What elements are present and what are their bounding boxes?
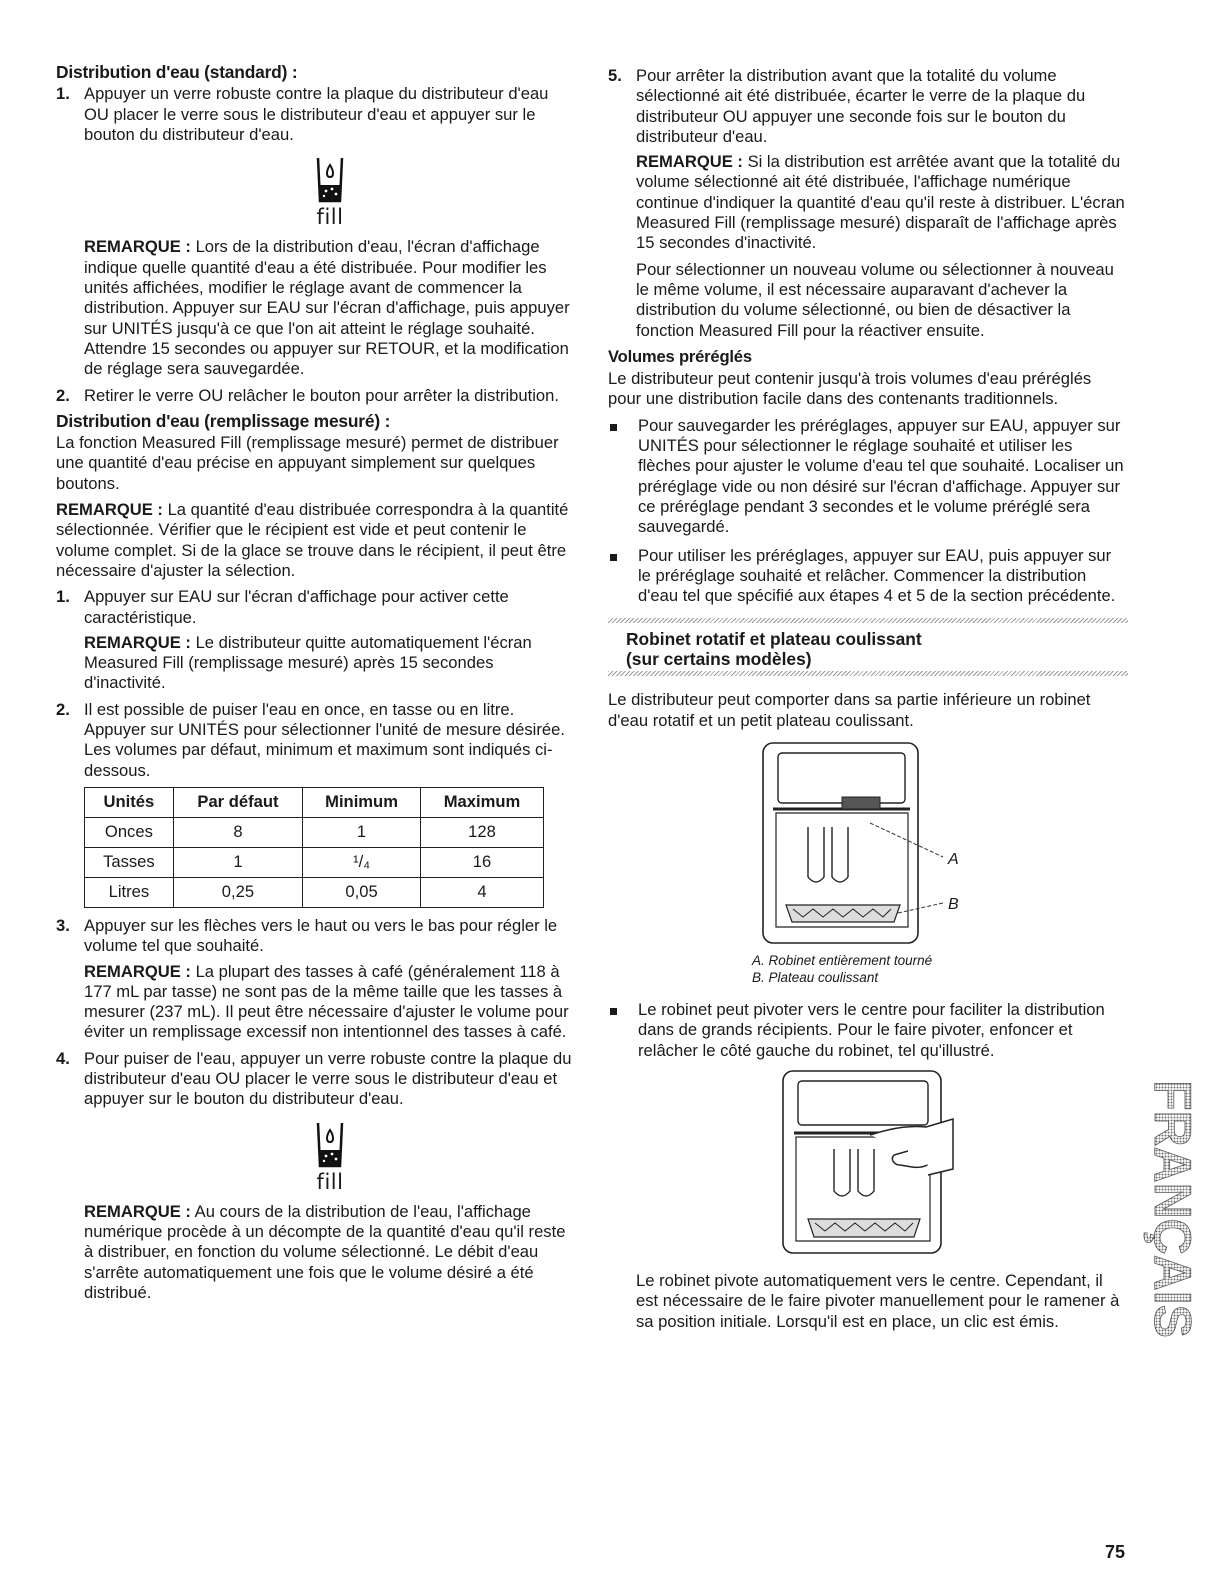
measured-fill-step-1-note [84,633,576,694]
table-row [85,817,544,847]
measured-fill-section-title: Distribution d'eau (remplissage mesuré) : [56,410,391,431]
step-number: 5. [608,66,622,85]
step-number: 2. [56,385,70,405]
measured-fill-step-3-note [84,962,576,1043]
table-header-row [85,787,544,817]
bullet-text: Le robinet peut pivoter vers le centre pour faciliter la distribution dans de grands récipients. Pour le faire pivoter, enfoncer et relâcher le côté gauche du robinet, tel qu'illustré. [638,1000,1105,1060]
dispenser-figure-2 [608,1069,1128,1257]
measured-fill-step-3 [56,916,576,957]
side-tab-graphic [1143,1080,1198,1340]
standard-step-2 [56,386,576,406]
standard-step-1 [56,84,576,145]
table-cell: 128 [420,817,543,847]
note-label: REMARQUE : [56,500,163,520]
step-text: Appuyer sur EAU sur l'écran d'affichage pour activer cette caractéristique. [84,587,509,627]
step-number: 2. [56,699,70,719]
note-label: REMARQUE : [84,237,191,257]
bullet-text: Pour sauvegarder les préréglages, appuyer sur EAU, appuyer sur UNITÉS pour sélectionner le réglage souhaité et utiliser les flèches pour ajuster le volume d'eau tel que souhaité. Localiser un préréglage vide ou non désiré sur l'écran d'affichage. Appuyer sur ce préréglage pendant 3 secondes et le volume préréglé sera sauvegardé. [638,415,1124,537]
figure-caption-a: A. Robinet entièrement tourné [752,953,933,969]
bullet-marker [608,416,638,538]
table-header: Par défaut [173,787,302,817]
table-cell: ¹/₄ [303,847,421,877]
table-cell: 1 [303,817,421,847]
step-number: 3. [56,915,70,935]
fill-icon-label: fill [316,205,344,230]
table-cell: 1 [173,847,302,877]
step-number: 4. [56,1048,70,1068]
note-text: Lors de la distribution d'eau, l'écran d'affichage indique quelle quantité d'eau a été distribuée. Pour modifier les unités affichées, modifier le réglage avant de commencer la distribution. Appuyer sur EAU sur l'écran d'affichage, puis appuyer sur UNITÉS jusqu'à ce que l'on ait atteint le réglage souhaité. Attendre 15 secondes ou appuyer sur RETOUR, et la modification de réglage sera sauvegardée. [84,237,570,379]
step-text: Retirer le verre OU relâcher le bouton pour arrêter la distribution. [84,385,559,405]
figure-caption-b: B. Plateau coulissant [752,970,879,986]
note-label: REMARQUE : [636,152,743,172]
section-title-line-1: Robinet rotatif et plateau coulissant [626,629,922,650]
right-column [608,66,1128,1338]
fill-icon-block-2 [84,1120,576,1192]
measured-fill-step-5-note [636,152,1128,253]
dispenser-figure-1 [608,737,1128,952]
table-cell: 0,05 [303,877,421,907]
note-text: La plupart des tasses à café (généralement 118 à 177 mL par tasse) ne sont pas de la même taille que les tasses à mesurer (237 mL). Il peut être nécessaire d'ajuster le volume pour éviter un remplissage excessif non intentionnel des tasses à café. [84,961,569,1042]
dispenser-pivot-illustration [608,1069,1128,1257]
table-row [85,847,544,877]
presets-bullet-2 [608,546,1128,607]
pivot-paragraph: Le robinet pivote automatiquement vers le centre. Cependant, il est nécessaire de le faire pivoter manuellement pour le ramener à sa position initiale. Lorsqu'il est en place, un clic est émis. [636,1270,1120,1331]
measured-fill-note [56,500,576,581]
section-divider-top [608,618,1128,623]
step-number: 1. [56,84,70,104]
standard-section-title: Distribution d'eau (standard) : [56,62,298,82]
table-cell: 8 [173,817,302,847]
measured-fill-step-4 [56,1049,576,1110]
water-glass-icon [315,155,345,205]
note-text: Au cours de la distribution de l'eau, l'affichage numérique procède à un décompte de la quantité d'eau qu'il reste à distribuer, en fonction du volume sélectionné. Le débit d'eau s'arrête automatiquement une fois que le volume désiré a été distribué. [84,1201,566,1303]
table-row [85,877,544,907]
note-label: REMARQUE : [84,961,191,981]
pivot-bullet [608,1000,1128,1061]
note-label: REMARQUE : [84,632,191,652]
table-header: Minimum [303,787,421,817]
table-cell: Tasses [85,847,174,877]
side-tab-text: FRANÇAIS [1143,1080,1198,1340]
presets-bullet-1 [608,416,1128,538]
water-glass-icon [315,1120,345,1170]
measured-fill-step-5 [608,66,1128,147]
step-number: 1. [56,587,70,607]
figure-label-a: A [948,851,959,869]
step-text: Appuyer sur les flèches vers le haut ou vers le bas pour régler le volume tel que souhaité. [84,915,558,956]
note-text: La quantité d'eau distribuée correspondra à la quantité sélectionnée. Vérifier que le récipient est vide et peut contenir le volume complet. Si de la glace se trouve dans le récipient, il peut être nécessaire d'ajuster la sélection. [56,500,569,580]
dispenser-illustration [608,737,1128,952]
table-cell: 4 [420,877,543,907]
step-text: Appuyer un verre robuste contre la plaque du distributeur d'eau OU placer le verre sous le distributeur d'eau et appuyer sur le bouton du distributeur d'eau. [84,84,549,144]
fill-icon-label: fill [316,1169,344,1194]
table-header: Maximum [420,787,543,817]
language-side-tab [1143,1080,1198,1340]
section-divider-bottom [608,671,1128,676]
bullet-marker [608,546,638,607]
step-text: Il est possible de puiser l'eau en once, en tasse ou en litre. Appuyer sur UNITÉS pour sélectionner l'unité de mesure désirée. Les volumes par défaut, minimum et maximum sont indiqués ci-dessous. [84,699,565,780]
note-text: Le distributeur quitte automatiquement l'écran Measured Fill (remplissage mesuré) après 15 secondes d'inactivité. [84,632,532,693]
table-cell: 0,25 [173,877,302,907]
measured-fill-intro: La fonction Measured Fill (remplissage mesuré) permet de distribuer une quantité d'eau précise en appuyant simplement sur quelques boutons. [56,433,559,493]
faucet-section-title [626,629,1128,669]
step-text: Pour puiser de l'eau, appuyer un verre robuste contre la plaque du distributeur d'eau OU placer le verre sous le distributeur d'eau et appuyer sur le bouton du distributeur d'eau. [84,1048,572,1109]
section-title-line-2: (sur certains modèles) [626,649,812,670]
table-cell: Onces [85,817,174,847]
note-text: Si la distribution est arrêtée avant que la totalité du volume sélectionné ait été distribuée, l'affichage numérique continue d'indiquer la quantité d'eau qu'il reste à distribuer. L'écran Measured Fill (remplissage mesuré) disparaît de l'affichage après 15 secondes d'inactivité. [636,152,1125,253]
presets-title: Volumes préréglés [608,346,752,366]
figure-label-b: B [948,896,959,914]
faucet-section-intro: Le distributeur peut comporter dans sa partie inférieure un robinet d'eau rotatif et un petit plateau coulissant. [608,690,1091,730]
presets-intro: Le distributeur peut contenir jusqu'à trois volumes d'eau préréglés pour une distribution facile dans des contenants traditionnels. [608,369,1092,409]
left-column [56,62,576,1309]
fill-icon-block-1 [84,155,576,230]
table-cell: Litres [85,877,174,907]
bullet-marker [608,1000,638,1061]
note-label: REMARQUE : [84,1201,191,1221]
measured-fill-step-5-para: Pour sélectionner un nouveau volume ou sélectionner à nouveau le même volume, il est nécessaire auparavant d'achever la distribution du volume sélectionné, ou bien de désactiver la fonction Measured Fill pour la réactiver ensuite. [636,259,1114,340]
standard-note [84,237,576,379]
measured-fill-step-4-note [84,1202,576,1303]
page-number: 75 [1104,1542,1125,1562]
step-text: Pour arrêter la distribution avant que la totalité du volume sélectionné ait été distribuée, écarter le verre de la plaque du distributeur OU appuyer une seconde fois sur le bouton du distributeur d'eau. [636,66,1086,146]
table-cell: 16 [420,847,543,877]
measured-fill-step-1 [56,587,576,628]
table-header: Unités [85,787,174,817]
bullet-text: Pour utiliser les préréglages, appuyer sur EAU, puis appuyer sur le préréglage souhaité et relâcher. Commencer la distribution d'eau tel que spécifié aux étapes 4 et 5 de la section précédente. [638,545,1116,606]
volumes-table [84,787,544,908]
measured-fill-step-2 [56,700,576,781]
